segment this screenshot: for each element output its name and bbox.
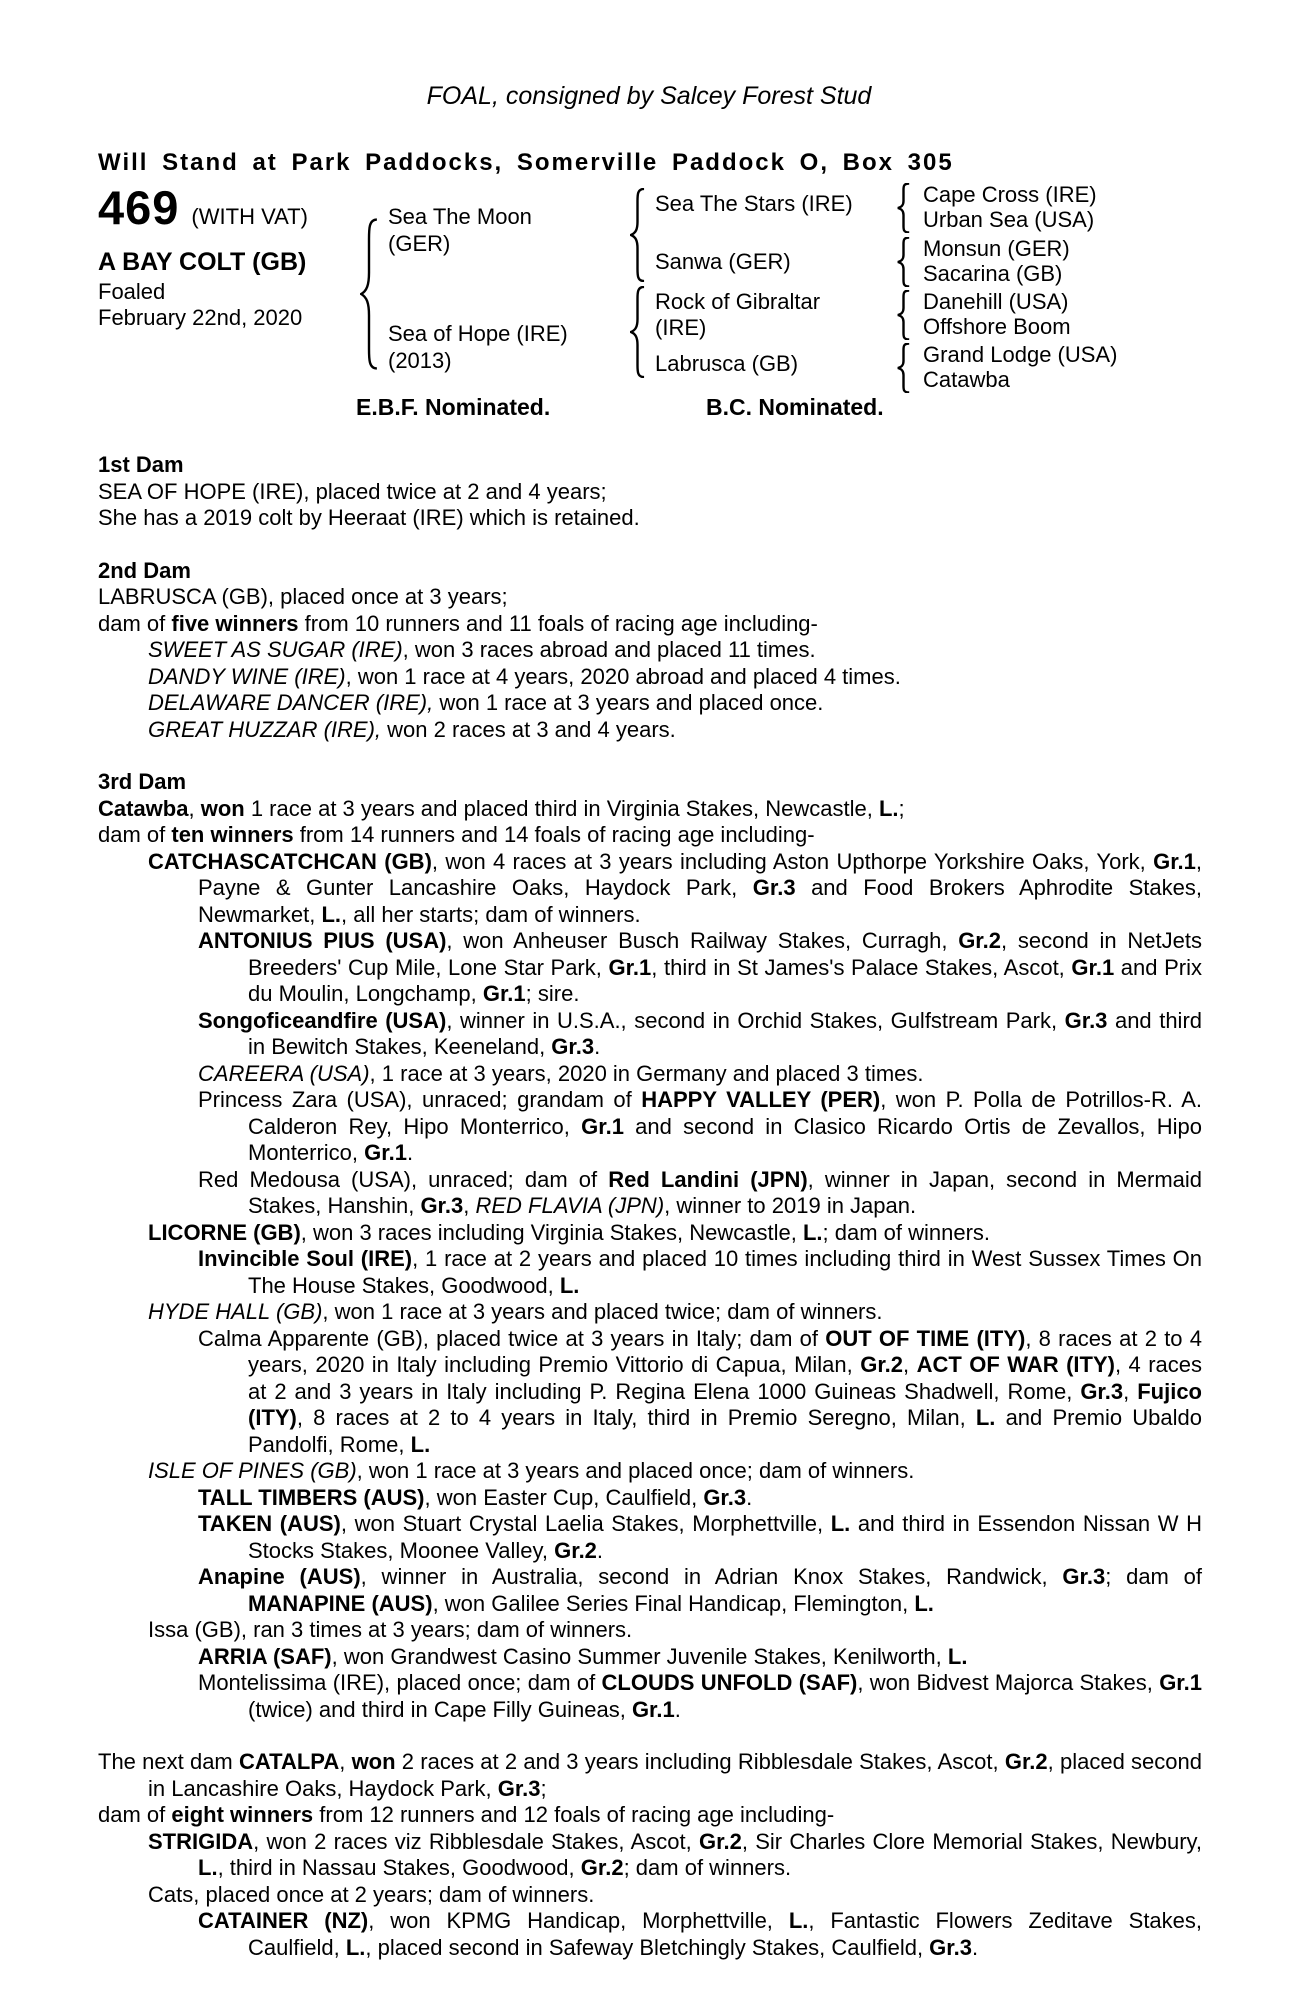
pedigree-brace-main xyxy=(360,218,378,370)
text-run: GREAT HUZZAR (IRE), xyxy=(148,716,382,742)
text-run: Gr.2 xyxy=(699,1828,742,1854)
text-run: CAREERA (USA) xyxy=(198,1060,370,1086)
text-run: , won Grandwest Casino Summer Juvenile Stakes, Kenilworth, xyxy=(331,1643,948,1669)
text-run: , all her starts; dam of winners. xyxy=(341,901,641,927)
text-run: five winners xyxy=(171,610,299,636)
vat-note: (WITH VAT) xyxy=(191,204,308,229)
text-run: , won Bidvest Majorca Stakes, xyxy=(857,1670,1160,1695)
pedigree-brace-gp2 xyxy=(897,237,910,287)
dam-section xyxy=(98,1749,1202,1961)
text-run: Invincible Soul (IRE) xyxy=(198,1246,413,1271)
text-run: Gr.3 xyxy=(703,1484,747,1510)
text-run: L. xyxy=(559,1272,580,1298)
pedigree-gen3-6: Offshore Boom xyxy=(923,314,1071,339)
text-run: , 1 race at 3 years, 2020 in Germany and placed 3 times. xyxy=(369,1060,924,1086)
text-run: ACT OF WAR (ITY) xyxy=(916,1352,1115,1377)
text-run: Calma Apparente (GB), placed twice at 3 years in Italy; dam of xyxy=(198,1325,826,1351)
pedigree-brace-sire xyxy=(630,188,645,282)
text-run: , second in NetJets Breeders' Cup Mile, Lone Star Park, xyxy=(248,928,1202,980)
text-run: Gr.1 xyxy=(482,981,526,1006)
text-run: ; dam of xyxy=(1105,1564,1203,1589)
text-run: Fujico (ITY) xyxy=(248,1378,1202,1430)
text-run: Songoficeandfire (USA) xyxy=(198,1007,447,1033)
text-run: , 8 races at 2 to 4 years in Italy, third in Premio Seregno, Milan, xyxy=(296,1405,976,1430)
text-run: , Fantastic Flowers Zeditave Stakes, Caulfield, xyxy=(248,1908,1203,1960)
text-run: ; sire. xyxy=(525,981,580,1006)
text-run: SEA OF HOPE (IRE), placed twice at 2 and 4 years; xyxy=(98,478,607,504)
text-run: CATAINER (NZ) xyxy=(198,1908,369,1933)
text-run: STRIGIDA xyxy=(148,1828,254,1854)
text-run: Red Landini (JPN) xyxy=(608,1166,808,1192)
text-run: dam of xyxy=(98,610,172,636)
pedigree-paragraph xyxy=(98,1908,1202,1961)
text-run: , won P. Polla de Potrillos-R. A. Calderon Rey, Hipo Monterrico, xyxy=(248,1087,1202,1139)
pedigree-sires-sire: Sea The Stars (IRE) xyxy=(655,191,853,216)
pedigree-paragraph xyxy=(98,1167,1202,1220)
text-run: L. xyxy=(947,1643,968,1669)
text-run: Gr.2 xyxy=(554,1537,597,1563)
text-run: DANDY WINE (IRE) xyxy=(148,663,346,689)
text-run: , placed second in Lancashire Oaks, Haydock Park, xyxy=(148,1749,1202,1801)
text-run: Gr.2 xyxy=(958,928,1001,953)
pedigree-brace-gp4 xyxy=(897,343,910,393)
text-run: , won 1 race at 4 years, 2020 abroad and placed 4 times. xyxy=(345,663,901,689)
text-run: and Prix du Moulin, Longchamp, xyxy=(248,954,1202,1006)
pedigree-paragraph xyxy=(98,664,1202,691)
text-run: . xyxy=(746,1484,753,1510)
text-run: HAPPY VALLEY (PER) xyxy=(641,1087,881,1112)
pedigree-gen3-8: Catawba xyxy=(923,367,1010,392)
text-run: won 1 race at 3 years and placed once. xyxy=(433,690,824,715)
text-run: . xyxy=(674,1696,681,1722)
text-run: Montelissima (IRE), placed once; dam of xyxy=(198,1670,602,1695)
dam-section xyxy=(98,558,1202,744)
ebf-nominated-label: E.B.F. Nominated. xyxy=(356,394,551,420)
text-run: 1 race at 3 years and placed third in Virginia Stakes, Newcastle, xyxy=(244,795,879,821)
text-run: , Sir Charles Clore Memorial Stakes, Newbury, xyxy=(741,1828,1203,1854)
pedigree-paragraph xyxy=(98,822,1202,849)
text-run: Gr.1 xyxy=(631,1696,675,1722)
dam-sections xyxy=(98,440,1202,1961)
text-run: Gr.3 xyxy=(1064,1007,1108,1033)
text-run: OUT OF TIME (ITY) xyxy=(825,1325,1026,1351)
text-run: Gr.3 xyxy=(1062,1564,1106,1589)
pedigree-paragraph xyxy=(98,1829,1202,1882)
text-run: L. xyxy=(878,795,899,821)
lot-number: 469 xyxy=(98,181,180,234)
pedigree-paragraph xyxy=(98,1749,1202,1802)
pedigree-dam-line2: (2013) xyxy=(388,348,452,373)
text-run: , placed second in Safeway Bletchingly Stakes, Caulfield, xyxy=(365,1934,930,1960)
text-run: Gr.3 xyxy=(752,875,796,900)
text-run: , won 3 races including Virginia Stakes, Newcastle, xyxy=(300,1219,803,1245)
text-run: from 10 runners and 11 foals of racing age including- xyxy=(298,610,818,636)
text-run: from 14 runners and 14 foals of racing age including- xyxy=(293,822,815,847)
text-run: L. xyxy=(975,1405,996,1430)
pedigree-paragraph xyxy=(98,1087,1202,1167)
text-run: , won 2 races viz Ribblesdale Stakes, Ascot, xyxy=(253,1828,700,1854)
text-run: She has a 2019 colt by Heeraat (IRE) which is retained. xyxy=(98,505,640,530)
pedigree-paragraph xyxy=(98,584,1202,611)
pedigree-paragraph xyxy=(98,1220,1202,1247)
text-run: , won Stuart Crystal Laelia Stakes, Morphettville, xyxy=(340,1511,831,1536)
text-run: ; xyxy=(898,795,905,821)
pedigree-paragraph xyxy=(98,505,1202,532)
pedigree-gen3-7: Grand Lodge (USA) xyxy=(923,342,1118,367)
text-run: Red Medousa (USA), unraced; dam of xyxy=(198,1166,609,1192)
text-run: , 8 races at 2 to 4 years, 2020 in Italy including Premio Vittorio di Capua, Milan, xyxy=(248,1325,1203,1377)
text-run: ; dam of winners. xyxy=(822,1219,991,1245)
text-run: CATCHASCATCHCAN (GB) xyxy=(148,848,432,874)
dam-section xyxy=(98,769,1202,1723)
text-run: L. xyxy=(198,1855,218,1880)
text-run: ; dam of winners. xyxy=(623,1855,792,1880)
foaled-label: Foaled xyxy=(98,279,166,304)
text-run: Catawba xyxy=(98,795,189,821)
text-run: Gr.2 xyxy=(1004,1749,1048,1774)
text-run: , won 4 races at 3 years including Aston Upthorpe Yorkshire Oaks, York, xyxy=(431,848,1154,874)
pedigree-sires-dam: Sanwa (GER) xyxy=(655,249,791,274)
pedigree-paragraph xyxy=(98,1008,1202,1061)
text-run: CATALPA xyxy=(239,1749,340,1774)
text-run: DELAWARE DANCER (IRE), xyxy=(148,690,434,715)
text-run: dam of xyxy=(98,822,172,847)
pedigree-paragraph xyxy=(98,690,1202,717)
text-run: Gr.3 xyxy=(420,1193,464,1218)
text-run: Issa (GB), ran 3 times at 3 years; dam of winners. xyxy=(148,1617,633,1642)
section-heading: 3rd Dam xyxy=(98,769,187,794)
pedigree-paragraph xyxy=(98,1670,1202,1723)
pedigree-gen3-5: Danehill (USA) xyxy=(923,289,1069,314)
text-run: , won Easter Cup, Caulfield, xyxy=(424,1484,704,1510)
text-run: L. xyxy=(914,1590,934,1616)
text-run: , xyxy=(463,1193,476,1218)
text-run: . xyxy=(596,1537,604,1563)
text-run: Gr.1 xyxy=(581,1113,624,1139)
pedigree-paragraph xyxy=(98,1458,1202,1485)
text-run: L. xyxy=(802,1219,823,1245)
pedigree-sire-line1: Sea The Moon xyxy=(388,204,532,229)
text-run: Cats, placed once at 2 years; dam of winners. xyxy=(148,1881,595,1907)
horse-description: A BAY COLT (GB) xyxy=(98,248,307,276)
dam-section xyxy=(98,452,1202,532)
text-run: , won 1 race at 3 years and placed twice; dam of winners. xyxy=(322,1299,883,1324)
pedigree-paragraph xyxy=(98,1299,1202,1326)
foaled-date: February 22nd, 2020 xyxy=(98,305,303,330)
lot-header xyxy=(0,0,1314,440)
text-run: LABRUSCA (GB), placed once at 3 years; xyxy=(98,584,508,609)
text-run: , xyxy=(339,1749,352,1774)
consignor-title: FOAL, consigned by Salcey Forest Stud xyxy=(426,82,872,110)
text-run: TALL TIMBERS (AUS) xyxy=(198,1484,425,1510)
text-run: won 2 races at 3 and 4 years. xyxy=(381,716,676,742)
text-run: , winner in Australia, second in Adrian Knox Stakes, Randwick, xyxy=(360,1564,1063,1589)
pedigree-paragraph xyxy=(98,1485,1202,1512)
pedigree-brace-dam xyxy=(630,286,645,378)
pedigree-paragraph xyxy=(98,796,1202,823)
text-run: and second in Clasico Ricardo Ortis de Zevallos, Hipo Monterrico, xyxy=(248,1113,1202,1165)
text-run: ANTONIUS PIUS (USA) xyxy=(198,928,447,953)
text-run: Gr.3 xyxy=(551,1034,595,1059)
text-run: , won 1 race at 3 years and placed once; dam of winners. xyxy=(356,1458,915,1483)
text-run: ARRIA (SAF) xyxy=(198,1643,332,1669)
text-run: , won KPMG Handicap, Morphettville, xyxy=(368,1908,789,1933)
text-run: Gr.1 xyxy=(608,954,652,980)
pedigree-paragraph xyxy=(98,1564,1202,1617)
text-run: won xyxy=(351,1749,396,1774)
text-run: eight winners xyxy=(171,1802,314,1827)
text-run: from 12 runners and 12 foals of racing age including- xyxy=(313,1802,835,1827)
pedigree-paragraph xyxy=(98,1802,1202,1829)
pedigree-paragraph xyxy=(98,1617,1202,1644)
text-run: ; xyxy=(540,1775,547,1801)
text-run: L. xyxy=(410,1431,431,1457)
pedigree-paragraph xyxy=(98,637,1202,664)
pedigree-sire-line2: (GER) xyxy=(388,231,451,256)
section-heading: 1st Dam xyxy=(98,452,184,477)
text-run: L. xyxy=(788,1908,809,1933)
stand-location-line: Will Stand at Park Paddocks, Somerville Paddock O, Box 305 xyxy=(98,149,954,176)
text-run: , won Anheuser Busch Railway Stakes, Curragh, xyxy=(446,928,959,953)
pedigree-paragraph xyxy=(98,1061,1202,1088)
text-run: MANAPINE (AUS) xyxy=(248,1590,433,1616)
pedigree-gen3-1: Cape Cross (IRE) xyxy=(923,182,1097,207)
pedigree-paragraph xyxy=(98,928,1202,1008)
text-run: , third in St James's Palace Stakes, Ascot, xyxy=(651,954,1072,980)
text-run: 2 races at 2 and 3 years including Ribblesdale Stakes, Ascot, xyxy=(395,1749,1005,1774)
pedigree-paragraph xyxy=(98,1644,1202,1671)
text-run: The next dam xyxy=(98,1749,239,1774)
text-run: Gr.1 xyxy=(1071,954,1115,980)
text-run: L. xyxy=(830,1511,851,1536)
pedigree-brace-gp1 xyxy=(897,183,910,233)
pedigree-paragraph xyxy=(98,1882,1202,1909)
text-run: , won Galilee Series Final Handicap, Flemington, xyxy=(432,1590,915,1616)
section-heading: 2nd Dam xyxy=(98,557,191,583)
pedigree-paragraph xyxy=(98,479,1202,506)
text-run: , xyxy=(903,1352,917,1377)
pedigree-paragraph xyxy=(98,1326,1202,1459)
text-run: , winner in U.S.A., second in Orchid Stakes, Gulfstream Park, xyxy=(446,1007,1065,1033)
pedigree-brace-gp3 xyxy=(897,290,910,340)
text-run: RED FLAVIA (JPN) xyxy=(475,1193,665,1218)
pedigree-dam-line1: Sea of Hope (IRE) xyxy=(388,321,568,346)
text-run: Gr.2 xyxy=(860,1352,904,1377)
pedigree-paragraph xyxy=(98,717,1202,744)
pedigree-dams-sire-line2: (IRE) xyxy=(655,315,707,340)
text-run: ISLE OF PINES (GB) xyxy=(148,1458,357,1483)
text-run: , xyxy=(188,795,201,821)
lot-number-row xyxy=(98,181,308,234)
text-run: ten winners xyxy=(171,822,294,847)
pedigree-gen3-2: Urban Sea (USA) xyxy=(923,207,1095,232)
text-run: won xyxy=(200,795,245,821)
text-run: , 4 races at 2 and 3 years in Italy including P. Regina Elena 1000 Guineas Shadwell, Rome, xyxy=(248,1352,1203,1404)
text-run: Gr.1 xyxy=(364,1140,407,1165)
text-run: , third in Nassau Stakes, Goodwood, xyxy=(217,1855,581,1880)
text-run: CLOUDS UNFOLD (SAF) xyxy=(601,1670,858,1695)
text-run: L. xyxy=(345,1934,366,1960)
text-run: and third in Essendon Nissan W H Stocks Stakes, Moonee Valley, xyxy=(248,1511,1202,1563)
text-run: and Food Brokers Aphrodite Stakes, Newmarket, xyxy=(198,875,1203,927)
text-run: Gr.3 xyxy=(497,1775,541,1801)
text-run: and third in Bewitch Stakes, Keeneland, xyxy=(248,1007,1203,1059)
text-run: Gr.1 xyxy=(1153,848,1196,874)
pedigree-dams-dam: Labrusca (GB) xyxy=(655,351,799,376)
text-run: Princess Zara (USA), unraced; grandam of xyxy=(198,1087,642,1112)
pedigree-paragraph xyxy=(98,1511,1202,1564)
text-run: , xyxy=(1123,1378,1138,1404)
text-run: . xyxy=(971,1934,979,1960)
text-run: , winner in Japan, second in Mermaid Stakes, Hanshin, xyxy=(248,1166,1203,1218)
pedigree-gen3-3: Monsun (GER) xyxy=(923,236,1070,261)
pedigree-paragraph xyxy=(98,1246,1202,1299)
pedigree-dams-sire-line1: Rock of Gibraltar xyxy=(655,289,821,314)
text-run: dam of xyxy=(98,1802,172,1827)
text-run: , won 3 races abroad and placed 11 times. xyxy=(402,637,816,662)
text-run: Gr.3 xyxy=(1080,1378,1124,1404)
text-run: . xyxy=(406,1140,414,1165)
text-run: . xyxy=(594,1034,601,1059)
text-run: Gr.3 xyxy=(929,1934,972,1960)
text-run: , Payne & Gunter Lancashire Oaks, Haydock Park, xyxy=(198,848,1203,900)
text-run: Gr.2 xyxy=(580,1855,624,1880)
pedigree-paragraph xyxy=(98,849,1202,929)
text-run: and Premio Ubaldo Pandolfi, Rome, xyxy=(248,1405,1202,1457)
text-run: TAKEN (AUS) xyxy=(198,1511,341,1536)
text-run: , winner to 2019 in Japan. xyxy=(664,1193,917,1218)
text-run: SWEET AS SUGAR (IRE) xyxy=(148,637,403,662)
pedigree-paragraph xyxy=(98,611,1202,638)
text-run: Anapine (AUS) xyxy=(198,1564,361,1589)
bc-nominated-label: B.C. Nominated. xyxy=(706,394,884,420)
text-run: L. xyxy=(321,901,342,927)
text-run: , 1 race at 2 years and placed 10 times including third in West Sussex Times On The House Stakes, Goodwood, xyxy=(248,1246,1202,1298)
text-run: HYDE HALL (GB) xyxy=(148,1299,323,1324)
text-run: (twice) and third in Cape Filly Guineas, xyxy=(248,1696,632,1722)
text-run: LICORNE (GB) xyxy=(148,1219,301,1245)
text-run: Gr.1 xyxy=(1159,1670,1202,1695)
pedigree-gen3-4: Sacarina (GB) xyxy=(923,261,1063,286)
